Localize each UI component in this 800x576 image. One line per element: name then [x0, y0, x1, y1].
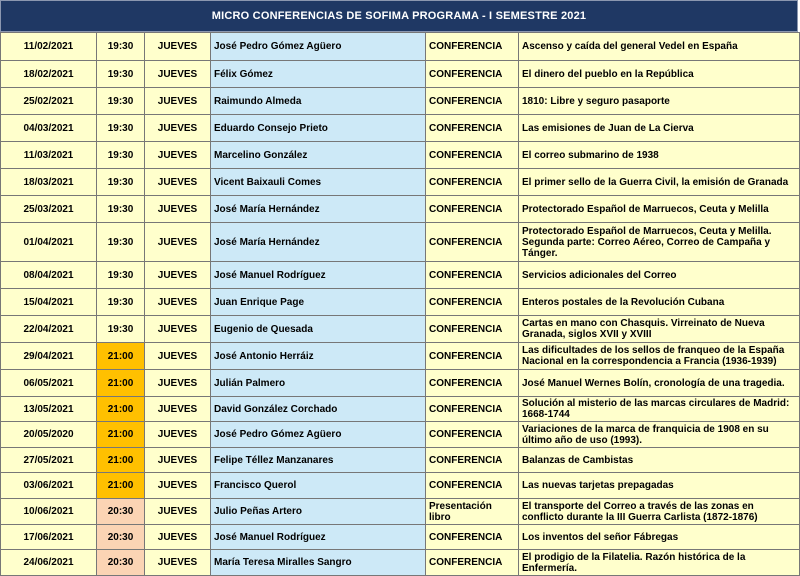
speaker-cell[interactable]: José María Hernández — [211, 196, 426, 223]
speaker-cell[interactable]: Vicent Baixauli Comes — [211, 169, 426, 196]
title-cell[interactable]: Cartas en mano con Chasquis. Virreinato de Nueva Granada, siglos XVII y XVIII — [519, 316, 800, 343]
date-cell[interactable]: 25/02/2021 — [1, 88, 97, 115]
date-cell[interactable]: 11/03/2021 — [1, 142, 97, 169]
date-cell[interactable]: 04/03/2021 — [1, 115, 97, 142]
time-cell[interactable]: 21:00 — [97, 397, 145, 422]
table-row[interactable] — [1, 499, 800, 525]
time-cell[interactable]: 20:30 — [97, 550, 145, 576]
title-cell[interactable]: Las dificultades de los sellos de franqueo de la España Nacional en la correspondencia a Francia (1936-1939) — [519, 343, 800, 370]
schedule-title: MICRO CONFERENCIAS DE SOFIMA PROGRAMA - I SEMESTRE 2021 — [211, 10, 587, 22]
type-cell[interactable]: CONFERENCIA — [426, 88, 519, 115]
speaker-cell[interactable]: Julio Peñas Artero — [211, 499, 426, 525]
date-cell[interactable]: 06/05/2021 — [1, 370, 97, 397]
table-row[interactable] — [1, 196, 800, 223]
day-cell[interactable]: JUEVES — [145, 88, 211, 115]
title-cell[interactable]: Las emisiones de Juan de La Cierva — [519, 115, 800, 142]
table-row[interactable] — [1, 370, 800, 397]
time-cell[interactable]: 19:30 — [97, 142, 145, 169]
type-cell[interactable]: Presentación libro — [426, 499, 519, 525]
title-cell[interactable]: El dinero del pueblo en la República — [519, 61, 800, 88]
speaker-cell[interactable]: José Pedro Gómez Agüero — [211, 33, 426, 61]
type-cell[interactable]: CONFERENCIA — [426, 448, 519, 473]
table-row[interactable] — [1, 289, 800, 316]
date-cell[interactable]: 27/05/2021 — [1, 448, 97, 473]
date-cell[interactable]: 25/03/2021 — [1, 196, 97, 223]
table-row[interactable] — [1, 262, 800, 289]
type-cell[interactable]: CONFERENCIA — [426, 196, 519, 223]
title-cell[interactable]: 1810: Libre y seguro pasaporte — [519, 88, 800, 115]
title-cell[interactable]: José Manuel Wernes Bolín, cronología de una tragedia. — [519, 370, 800, 397]
type-cell[interactable]: CONFERENCIA — [426, 422, 519, 448]
type-cell[interactable]: CONFERENCIA — [426, 550, 519, 576]
date-cell[interactable]: 18/03/2021 — [1, 169, 97, 196]
date-cell[interactable]: 17/06/2021 — [1, 525, 97, 550]
type-cell[interactable]: CONFERENCIA — [426, 169, 519, 196]
title-cell[interactable]: Servicios adicionales del Correo — [519, 262, 800, 289]
table-row[interactable] — [1, 473, 800, 499]
title-cell[interactable]: Variaciones de la marca de franquicia de 1908 en su último año de uso (1993). — [519, 422, 800, 448]
day-cell[interactable]: JUEVES — [145, 33, 211, 61]
time-cell[interactable]: 19:30 — [97, 169, 145, 196]
speaker-cell[interactable]: Raimundo Almeda — [211, 88, 426, 115]
table-row[interactable] — [1, 397, 800, 422]
type-cell[interactable]: CONFERENCIA — [426, 142, 519, 169]
day-cell[interactable]: JUEVES — [145, 115, 211, 142]
type-cell[interactable]: CONFERENCIA — [426, 115, 519, 142]
table-row[interactable] — [1, 33, 800, 61]
speaker-cell[interactable]: Juan Enrique Page — [211, 289, 426, 316]
time-cell[interactable]: 21:00 — [97, 473, 145, 499]
date-cell[interactable]: 01/04/2021 — [1, 223, 97, 262]
type-cell[interactable]: CONFERENCIA — [426, 397, 519, 422]
table-row[interactable] — [1, 142, 800, 169]
time-cell[interactable]: 21:00 — [97, 343, 145, 370]
table-row[interactable] — [1, 343, 800, 370]
date-cell[interactable]: 13/05/2021 — [1, 397, 97, 422]
time-cell[interactable]: 19:30 — [97, 196, 145, 223]
time-cell[interactable]: 19:30 — [97, 316, 145, 343]
title-cell[interactable]: Solución al misterio de las marcas circulares de Madrid: 1668-1744 — [519, 397, 800, 422]
schedule-table — [0, 32, 800, 576]
type-cell[interactable]: CONFERENCIA — [426, 370, 519, 397]
day-cell[interactable]: JUEVES — [145, 142, 211, 169]
time-cell[interactable]: 20:30 — [97, 499, 145, 525]
table-row[interactable] — [1, 448, 800, 473]
type-cell[interactable]: CONFERENCIA — [426, 262, 519, 289]
type-cell[interactable]: CONFERENCIA — [426, 525, 519, 550]
speaker-cell[interactable]: Marcelino González — [211, 142, 426, 169]
day-cell[interactable]: JUEVES — [145, 316, 211, 343]
title-cell[interactable]: Las nuevas tarjetas prepagadas — [519, 473, 800, 499]
day-cell[interactable]: JUEVES — [145, 223, 211, 262]
speaker-cell[interactable]: Eduardo Consejo Prieto — [211, 115, 426, 142]
day-cell[interactable]: JUEVES — [145, 397, 211, 422]
time-cell[interactable]: 19:30 — [97, 115, 145, 142]
time-cell[interactable]: 21:00 — [97, 422, 145, 448]
table-row[interactable] — [1, 550, 800, 576]
title-cell[interactable]: El primer sello de la Guerra Civil, la emisión de Granada — [519, 169, 800, 196]
title-cell[interactable]: Ascenso y caída del general Vedel en España — [519, 33, 800, 61]
time-cell[interactable]: 19:30 — [97, 61, 145, 88]
table-row[interactable] — [1, 316, 800, 343]
time-cell[interactable]: 19:30 — [97, 262, 145, 289]
title-cell[interactable]: Balanzas de Cambistas — [519, 448, 800, 473]
day-cell[interactable]: JUEVES — [145, 422, 211, 448]
speaker-cell[interactable]: José Pedro Gómez Agüero — [211, 422, 426, 448]
time-cell[interactable]: 19:30 — [97, 289, 145, 316]
title-cell[interactable]: Protectorado Español de Marruecos, Ceuta y Melilla — [519, 196, 800, 223]
date-cell[interactable]: 20/05/2020 — [1, 422, 97, 448]
time-cell[interactable]: 19:30 — [97, 223, 145, 262]
speaker-cell[interactable]: Eugenio de Quesada — [211, 316, 426, 343]
date-cell[interactable]: 03/06/2021 — [1, 473, 97, 499]
date-cell[interactable]: 08/04/2021 — [1, 262, 97, 289]
speaker-cell[interactable]: David González Corchado — [211, 397, 426, 422]
type-cell[interactable]: CONFERENCIA — [426, 61, 519, 88]
speaker-cell[interactable]: José Manuel Rodríguez — [211, 262, 426, 289]
schedule-header — [0, 0, 798, 32]
date-cell[interactable]: 24/06/2021 — [1, 550, 97, 576]
day-cell[interactable]: JUEVES — [145, 499, 211, 525]
date-cell[interactable]: 18/02/2021 — [1, 61, 97, 88]
title-cell[interactable]: Enteros postales de la Revolución Cubana — [519, 289, 800, 316]
type-cell[interactable]: CONFERENCIA — [426, 343, 519, 370]
table-row[interactable] — [1, 169, 800, 196]
date-cell[interactable]: 15/04/2021 — [1, 289, 97, 316]
day-cell[interactable]: JUEVES — [145, 525, 211, 550]
day-cell[interactable]: JUEVES — [145, 61, 211, 88]
time-cell[interactable]: 20:30 — [97, 525, 145, 550]
speaker-cell[interactable]: María Teresa Miralles Sangro — [211, 550, 426, 576]
day-cell[interactable]: JUEVES — [145, 448, 211, 473]
table-row[interactable] — [1, 61, 800, 88]
table-row[interactable] — [1, 223, 800, 262]
time-cell[interactable]: 21:00 — [97, 370, 145, 397]
title-cell[interactable]: Protectorado Español de Marruecos, Ceuta y Melilla. Segunda parte: Correo Aéreo, Correo de Campaña y Tánger. — [519, 223, 800, 262]
time-cell[interactable]: 19:30 — [97, 88, 145, 115]
day-cell[interactable]: JUEVES — [145, 550, 211, 576]
speaker-cell[interactable]: Félix Gómez — [211, 61, 426, 88]
speaker-cell[interactable]: José María Hernández — [211, 223, 426, 262]
day-cell[interactable]: JUEVES — [145, 473, 211, 499]
date-cell[interactable]: 11/02/2021 — [1, 33, 97, 61]
time-cell[interactable]: 19:30 — [97, 33, 145, 61]
title-cell[interactable]: El prodigio de la Filatelia. Razón histórica de la Enfermería. — [519, 550, 800, 576]
speaker-cell[interactable]: Felipe Téllez Manzanares — [211, 448, 426, 473]
table-row[interactable] — [1, 115, 800, 142]
type-cell[interactable]: CONFERENCIA — [426, 289, 519, 316]
table-row[interactable] — [1, 422, 800, 448]
title-cell[interactable]: El correo submarino de 1938 — [519, 142, 800, 169]
type-cell[interactable]: CONFERENCIA — [426, 33, 519, 61]
schedule-rows — [1, 33, 800, 576]
day-cell[interactable]: JUEVES — [145, 196, 211, 223]
date-cell[interactable]: 22/04/2021 — [1, 316, 97, 343]
speaker-cell[interactable]: José Antonio Herráiz — [211, 343, 426, 370]
table-row[interactable] — [1, 525, 800, 550]
day-cell[interactable]: JUEVES — [145, 370, 211, 397]
speaker-cell[interactable]: Julián Palmero — [211, 370, 426, 397]
speaker-cell[interactable]: Francisco Querol — [211, 473, 426, 499]
speaker-cell[interactable]: José Manuel Rodríguez — [211, 525, 426, 550]
time-cell[interactable]: 21:00 — [97, 448, 145, 473]
day-cell[interactable]: JUEVES — [145, 262, 211, 289]
type-cell[interactable]: CONFERENCIA — [426, 316, 519, 343]
type-cell[interactable]: CONFERENCIA — [426, 223, 519, 262]
date-cell[interactable]: 10/06/2021 — [1, 499, 97, 525]
date-cell[interactable]: 29/04/2021 — [1, 343, 97, 370]
day-cell[interactable]: JUEVES — [145, 289, 211, 316]
day-cell[interactable]: JUEVES — [145, 343, 211, 370]
title-cell[interactable]: El transporte del Correo a través de las zonas en conflicto durante la III Guerra Carlista (1872-1876) — [519, 499, 800, 525]
type-cell[interactable]: CONFERENCIA — [426, 473, 519, 499]
table-row[interactable] — [1, 88, 800, 115]
title-cell[interactable]: Los inventos del señor Fábregas — [519, 525, 800, 550]
day-cell[interactable]: JUEVES — [145, 169, 211, 196]
